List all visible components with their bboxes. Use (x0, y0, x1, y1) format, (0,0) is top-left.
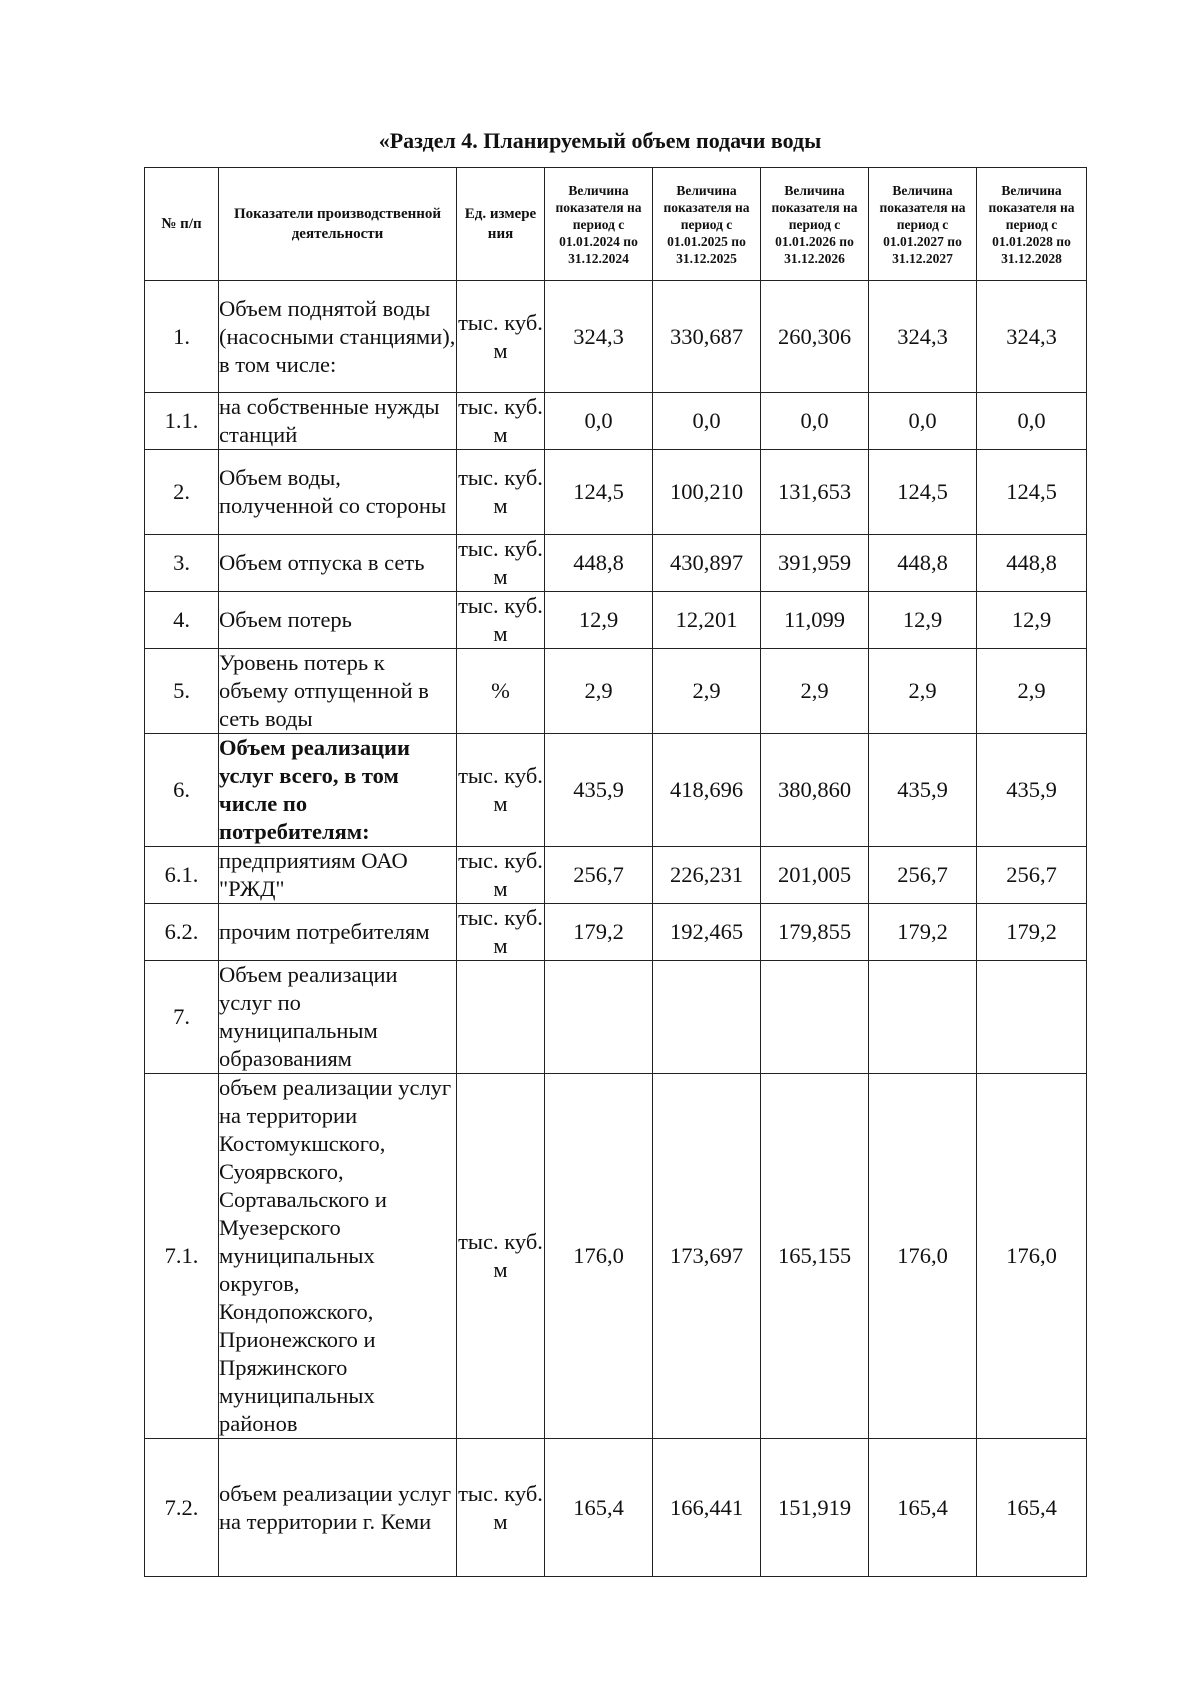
value-2026: 2,9 (761, 649, 869, 734)
indicator-name: Уровень потерь к объему отпущенной в сеть воды (219, 649, 457, 734)
unit-cell: тыс. куб. м (457, 904, 545, 961)
unit-cell: тыс. куб. м (457, 393, 545, 450)
value-2027: 179,2 (869, 904, 977, 961)
table-row (145, 592, 1087, 649)
value-2024: 435,9 (545, 734, 653, 847)
unit-cell: тыс. куб. м (457, 734, 545, 847)
table-row (145, 535, 1087, 592)
row-number: 7.1. (145, 1074, 219, 1439)
indicator-name: прочим потребителям (219, 904, 457, 961)
table-row (145, 1074, 1087, 1439)
value-2025 (653, 961, 761, 1074)
unit-cell: тыс. куб. м (457, 592, 545, 649)
header-unit: Ед. измере ния (457, 168, 545, 281)
value-2027: 176,0 (869, 1074, 977, 1439)
table-row (145, 450, 1087, 535)
value-2024: 448,8 (545, 535, 653, 592)
value-2024: 12,9 (545, 592, 653, 649)
value-2028: 179,2 (977, 904, 1087, 961)
value-2024: 0,0 (545, 393, 653, 450)
indicator-name: Объем потерь (219, 592, 457, 649)
value-2026: 165,155 (761, 1074, 869, 1439)
value-2024 (545, 961, 653, 1074)
value-2027: 0,0 (869, 393, 977, 450)
table-row (145, 393, 1087, 450)
row-number: 6.2. (145, 904, 219, 961)
value-2025: 418,696 (653, 734, 761, 847)
value-2024: 324,3 (545, 281, 653, 393)
row-number: 6.1. (145, 847, 219, 904)
value-2028: 12,9 (977, 592, 1087, 649)
table-row (145, 734, 1087, 847)
value-2025: 0,0 (653, 393, 761, 450)
table-row (145, 847, 1087, 904)
header-period-2024: Величина показателя на период с 01.01.2024 по 31.12.2024 (545, 168, 653, 281)
indicator-name: объем реализации услуг на территории г. Кеми (219, 1439, 457, 1577)
value-2027: 448,8 (869, 535, 977, 592)
unit-cell: тыс. куб. м (457, 450, 545, 535)
value-2027: 12,9 (869, 592, 977, 649)
unit-cell: тыс. куб. м (457, 1439, 545, 1577)
value-2025: 226,231 (653, 847, 761, 904)
value-2028: 448,8 (977, 535, 1087, 592)
header-row (145, 168, 1087, 281)
value-2028: 124,5 (977, 450, 1087, 535)
unit-cell: тыс. куб. м (457, 847, 545, 904)
value-2025: 2,9 (653, 649, 761, 734)
value-2026: 131,653 (761, 450, 869, 535)
value-2026: 0,0 (761, 393, 869, 450)
indicator-name: на собственные нужды станций (219, 393, 457, 450)
header-period-2026: Величина показателя на период с 01.01.2026 по 31.12.2026 (761, 168, 869, 281)
value-2026 (761, 961, 869, 1074)
value-2024: 124,5 (545, 450, 653, 535)
header-indicator: Показатели производственной деятельности (219, 168, 457, 281)
value-2027: 2,9 (869, 649, 977, 734)
value-2025: 173,697 (653, 1074, 761, 1439)
indicator-name: предприятиям ОАО "РЖД" (219, 847, 457, 904)
value-2028: 176,0 (977, 1074, 1087, 1439)
value-2028 (977, 961, 1087, 1074)
value-2025: 430,897 (653, 535, 761, 592)
value-2028: 256,7 (977, 847, 1087, 904)
unit-cell: % (457, 649, 545, 734)
water-supply-table (144, 167, 1087, 1577)
value-2027: 165,4 (869, 1439, 977, 1577)
value-2027: 324,3 (869, 281, 977, 393)
indicator-name: Объем реализации услуг по муниципальным образованиям (219, 961, 457, 1074)
value-2028: 165,4 (977, 1439, 1087, 1577)
table-row (145, 961, 1087, 1074)
value-2026: 151,919 (761, 1439, 869, 1577)
value-2024: 179,2 (545, 904, 653, 961)
value-2025: 330,687 (653, 281, 761, 393)
value-2027: 435,9 (869, 734, 977, 847)
row-number: 5. (145, 649, 219, 734)
indicator-name: Объем воды, полученной со стороны (219, 450, 457, 535)
unit-cell: тыс. куб. м (457, 1074, 545, 1439)
row-number: 1.1. (145, 393, 219, 450)
value-2026: 260,306 (761, 281, 869, 393)
value-2025: 12,201 (653, 592, 761, 649)
table-row (145, 1439, 1087, 1577)
table-row (145, 904, 1087, 961)
header-period-2028: Величина показателя на период с 01.01.2028 по 31.12.2028 (977, 168, 1087, 281)
value-2028: 2,9 (977, 649, 1087, 734)
header-num: № п/п (145, 168, 219, 281)
unit-cell: тыс. куб. м (457, 535, 545, 592)
value-2026: 201,005 (761, 847, 869, 904)
value-2025: 192,465 (653, 904, 761, 961)
unit-cell: тыс. куб. м (457, 281, 545, 393)
value-2025: 100,210 (653, 450, 761, 535)
value-2026: 391,959 (761, 535, 869, 592)
value-2028: 0,0 (977, 393, 1087, 450)
value-2024: 256,7 (545, 847, 653, 904)
value-2027: 256,7 (869, 847, 977, 904)
row-number: 1. (145, 281, 219, 393)
indicator-name: Объем отпуска в сеть (219, 535, 457, 592)
unit-cell (457, 961, 545, 1074)
value-2027 (869, 961, 977, 1074)
header-period-2027: Величина показателя на период с 01.01.2027 по 31.12.2027 (869, 168, 977, 281)
table-row (145, 649, 1087, 734)
indicator-name: Объем реализации услуг всего, в том числе по потребителям: (219, 734, 457, 847)
row-number: 7.2. (145, 1439, 219, 1577)
value-2024: 176,0 (545, 1074, 653, 1439)
row-number: 7. (145, 961, 219, 1074)
value-2028: 324,3 (977, 281, 1087, 393)
value-2027: 124,5 (869, 450, 977, 535)
value-2028: 435,9 (977, 734, 1087, 847)
row-number: 2. (145, 450, 219, 535)
indicator-name: Объем поднятой воды (насосными станциями), в том числе: (219, 281, 457, 393)
header-period-2025: Величина показателя на период с 01.01.2025 по 31.12.2025 (653, 168, 761, 281)
row-number: 6. (145, 734, 219, 847)
value-2025: 166,441 (653, 1439, 761, 1577)
page-title: «Раздел 4. Планируемый объем подачи воды (378, 128, 822, 153)
value-2026: 179,855 (761, 904, 869, 961)
row-number: 3. (145, 535, 219, 592)
value-2024: 165,4 (545, 1439, 653, 1577)
value-2026: 11,099 (761, 592, 869, 649)
row-number: 4. (145, 592, 219, 649)
value-2024: 2,9 (545, 649, 653, 734)
indicator-name: объем реализации услуг на территории Костомукшского, Суоярвского, Сортавальского и Муезерского муниципальных округов, Кондопожского, Прионежского и Пряжинского муниципальных районов (219, 1074, 457, 1439)
table-row (145, 281, 1087, 393)
value-2026: 380,860 (761, 734, 869, 847)
